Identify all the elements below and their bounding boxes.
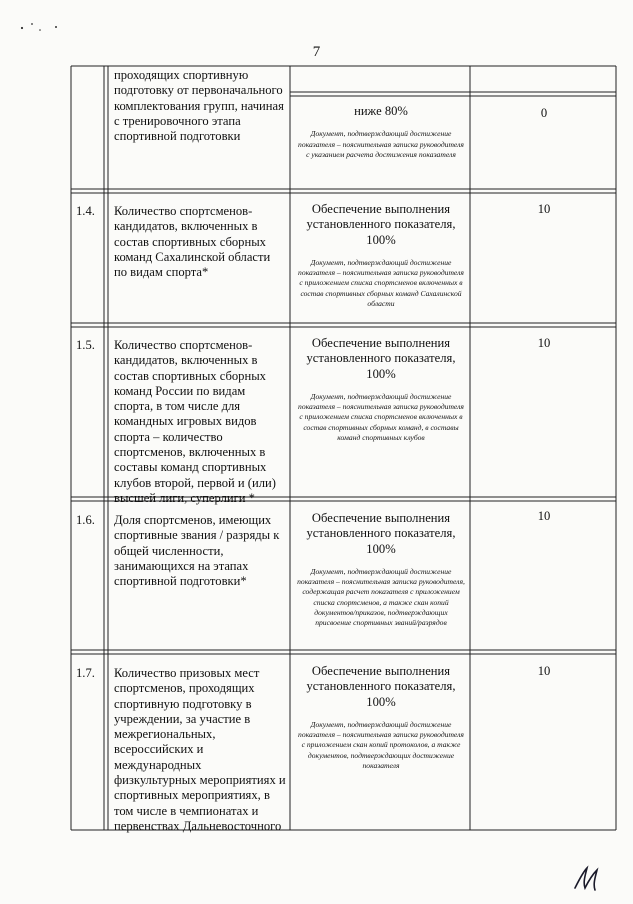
criterion-text: Обеспечение выполнения установленного показателя, 100% bbox=[306, 336, 456, 381]
row-1-criterion bbox=[296, 202, 466, 309]
criterion-note: Документ, подтверждающий достижение показателя – пояснительная записка руководителя с приложением списка спортсменов включенных в состав спортивных сборных команд, в составы команд спортивных клубов bbox=[298, 391, 464, 442]
row-3-criterion bbox=[296, 511, 466, 628]
handwritten-mark bbox=[571, 862, 611, 894]
row-1-description: Количество спортсменов-кандидатов, включенных в состав спортивных сборных команд Сахалинской области по видам спорта* bbox=[114, 204, 271, 280]
row-1-number: 1.4. bbox=[76, 204, 95, 218]
row-3-number: 1.6. bbox=[76, 513, 95, 527]
criterion-text: Обеспечение выполнения установленного показателя, 100% bbox=[306, 664, 456, 709]
row-0-score: 0 bbox=[540, 106, 548, 120]
row-4-description: Количество призовых мест спортсменов, проходящих спортивную подготовку в учреждении, за участие в межрегиональных, всероссийских и международных физкультурных мероприятиях и спортивных мероприятиях, в том числе в чемпионатах и первенствах Дальневосточного bbox=[114, 666, 286, 833]
row-2-criterion bbox=[296, 336, 466, 443]
criterion-text: Обеспечение выполнения установленного показателя, 100% bbox=[306, 202, 456, 247]
criterion-text: Обеспечение выполнения установленного показателя, 100% bbox=[306, 511, 456, 556]
criterion-note: Документ, подтверждающий достижение показателя – пояснительная записка руководителя с указанием расчета достижения показателя bbox=[298, 129, 464, 159]
criterion-note: Документ, подтверждающий достижение показателя – пояснительная записка руководителя с приложением скан копий протоколов, а также документов, подтверждающих достижение показателя bbox=[298, 719, 464, 770]
row-3-description: Доля спортсменов, имеющих спортивные звания / разряды к общей численности, занимающихся на этапах спортивной подготовки* bbox=[114, 513, 280, 589]
row-3-score: 10 bbox=[537, 509, 551, 523]
row-2-description: Количество спортсменов-кандидатов, включенных в состав спортивных сборных команд России по видам спорта, в том числе для командных игровых видов спорта – количество спортсменов, включенных в составы команд спортивных клубов второй, первой и (или) высшей лиги, суперлиги * bbox=[114, 338, 276, 505]
row-0-description: проходящих спортивную подготовку от первоначального комплектования групп, начиная с тренировочного этапа спортивной подготовки bbox=[114, 68, 284, 144]
row-1-score: 10 bbox=[537, 202, 551, 216]
row-2-number: 1.5. bbox=[76, 338, 95, 352]
criterion-text: ниже 80% bbox=[354, 104, 408, 118]
row-4-number: 1.7. bbox=[76, 666, 95, 680]
row-4-score: 10 bbox=[537, 664, 551, 678]
page-number: 7 bbox=[312, 44, 321, 60]
row-0-criterion bbox=[296, 104, 466, 160]
criterion-note: Документ, подтверждающий достижение показателя – пояснительная записка руководителя, содержащая расчет показателя с приложением списка спортсменов, а также скан копий документов/приказов, подтверждающих присвоение спортивных званий/разрядов bbox=[297, 566, 465, 627]
row-2-score: 10 bbox=[537, 336, 551, 350]
row-4-criterion bbox=[296, 664, 466, 771]
criterion-note: Документ, подтверждающий достижение показателя – пояснительная записка руководителя с приложением списка спортсменов включенных в состав спортивных сборных команд Сахалинской области bbox=[298, 257, 464, 308]
